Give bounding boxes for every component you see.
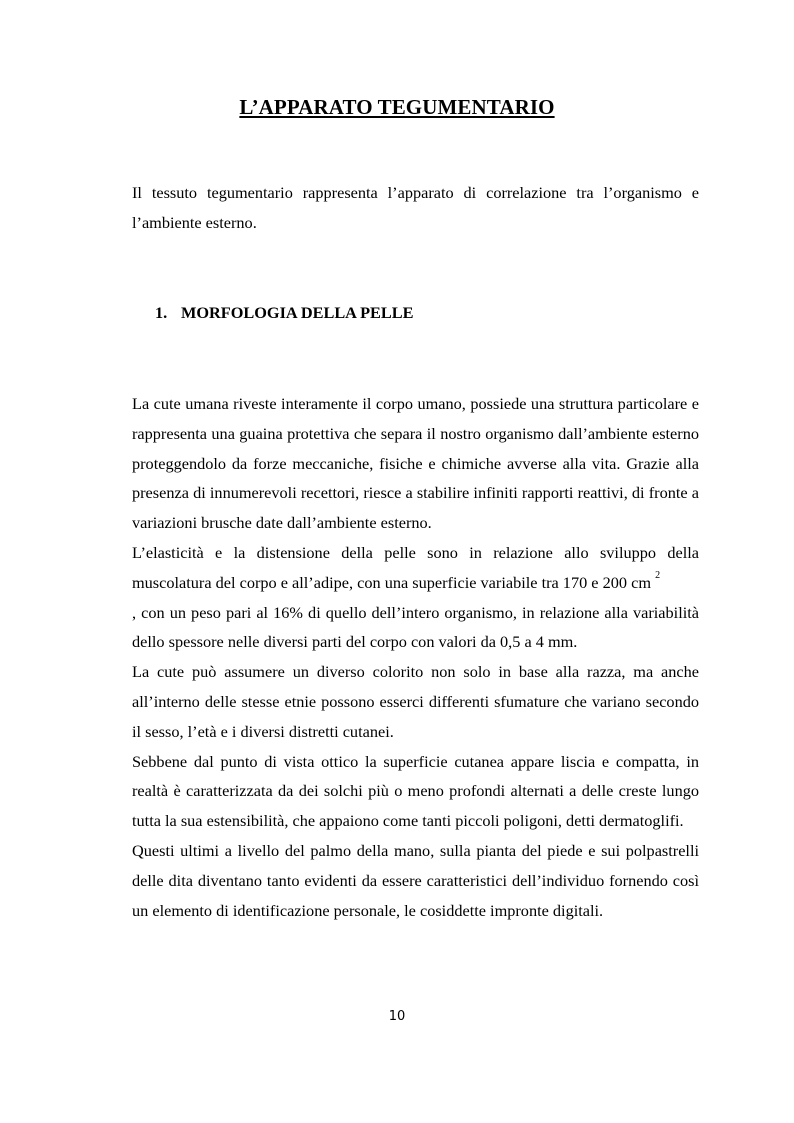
paragraph: Questi ultimi a livello del palmo della mano, sulla pianta del piede e sui polpastrelli delle dita diventano tanto evidenti da essere caratteristici dell’individuo fornendo così un elemento di identificazione personale, le cosiddette impronte digitali.: [132, 840, 699, 920]
intro-paragraph: Il tessuto tegumentario rappresenta l’apparato di correlazione tra l’organismo e l’ambiente esterno.: [132, 183, 699, 232]
superscript: 2: [655, 569, 661, 581]
paragraph: [132, 538, 699, 657]
page-number: 10: [388, 1009, 406, 1024]
paragraph-text: , con un peso pari al 16% di quello dell’intero organismo, in relazione alla variabilità dello spessore nelle diversi parti del corpo con valori da 0,5 a 4 mm.: [132, 602, 699, 652]
body-text: [132, 389, 699, 925]
paragraph: La cute umana riveste interamente il corpo umano, possiede una struttura particolare e rappresenta una guaina protettiva che separa il nostro organismo dall’ambiente esterno proteggendolo da forze meccaniche, fisiche e chimiche avverse alla vita. Grazie alla presenza di innumerevoli recettori, riesce a stabilire infiniti rapporti reattivi, di fronte a variazioni brusche date dall’ambiente esterno.: [132, 394, 699, 533]
section-number: 1.: [155, 303, 168, 322]
section-title: MORFOLOGIA DELLA PELLE: [181, 303, 414, 322]
section-heading: [155, 300, 414, 326]
paragraph: La cute può assumere un diverso colorito non solo in base alla razza, ma anche all’interno delle stesse etnie possono esserci differenti sfumature che variano secondo il sesso, l’età e i diversi distretti cutanei.: [132, 662, 699, 741]
paragraph-text: L’elasticità e la distensione della pelle sono in relazione allo sviluppo della muscolatura del corpo e all’adipe, con una superficie variabile tra 170 e 200 cm: [132, 542, 699, 592]
paragraph: Sebbene dal punto di vista ottico la superficie cutanea appare liscia e compatta, in realtà è caratterizzata da dei solchi più o meno profondi alternati a delle creste lungo tutta la sua estensibilità, che appaiono come tanti piccoli poligoni, detti dermatoglifi.: [132, 751, 699, 831]
page-title: L’APPARATO TEGUMENTARIO: [239, 95, 555, 119]
